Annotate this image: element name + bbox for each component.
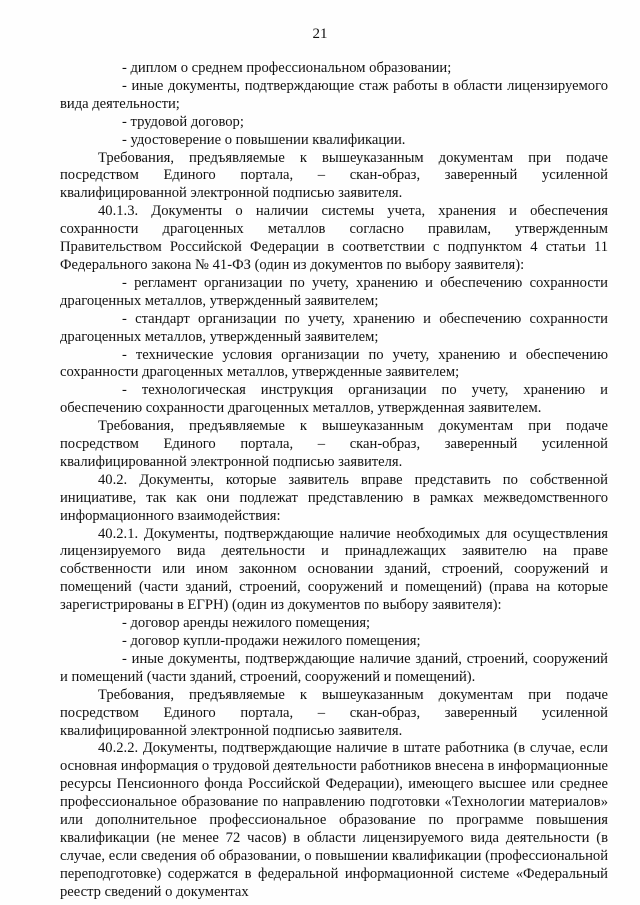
list-item: - технологическая инструкция организации по учету, хранению и обеспечению сохранности драгоценных металлов, утвержденная заявителем. xyxy=(60,382,608,417)
list-item: - технические условия организации по учету, хранению и обеспечению сохранности драгоценных металлов, утвержденные заявителем; xyxy=(60,346,608,381)
list-item: - иные документы, подтверждающие стаж работы в области лицензируемого вида деятельности; xyxy=(60,77,608,112)
document-body xyxy=(60,60,608,902)
list-item: - диплом о среднем профессиональном образовании; xyxy=(122,60,452,76)
paragraph: 40.2.2. Документы, подтверждающие наличие в штате работника (в случае, если основная информация о трудовой деятельности работников внесена в информационные ресурсы Пенсионного фонда Российской Федерации), имеющего высшее или среднее профессиональное образование по направлению подготовки «Технологии материалов» или дополнительное профессиональное образование по программе повышения квалификации (не менее 72 часов) в области лицензируемого вида деятельности (в случае, если сведения об образовании, о повышении квалификации (профессиональной переподготовке) содержатся в федеральной информационной системе «Федеральный реестр сведений о документах xyxy=(60,740,608,900)
list-item: - договор купли-продажи нежилого помещения; xyxy=(122,633,421,649)
page-number: 21 xyxy=(312,26,328,42)
list-item: - трудовой договор; xyxy=(122,113,244,130)
paragraph: 40.2.1. Документы, подтверждающие наличие необходимых для осуществления лицензируемого вида деятельности и принадлежащих заявителю на праве собственности или ином законном основании зданий, строений, сооружений и помещений (части зданий, строений, сооружений и помещений) (права на которые зарегистрированы в ЕГРН) (один из документов по выбору заявителя): xyxy=(60,525,608,614)
paragraph: Требования, предъявляемые к вышеуказанным документам при подаче посредством Единого портала, – скан-образ, заверенный усиленной квалифицированной электронной подписью заявителя. xyxy=(60,686,608,739)
paragraph: Требования, предъявляемые к вышеуказанным документам при подаче посредством Единого портала, – скан-образ, заверенный усиленной квалифицированной электронной подписью заявителя. xyxy=(60,149,608,202)
paragraph: 40.1.3. Документы о наличии системы учета, хранения и обеспечения сохранности драгоценных металлов согласно правилам, утвержденным Правительством Российской Федерации в соответствии с подпунктом 4 статьи 11 Федерального закона № 41-ФЗ (один из документов по выбору заявителя): xyxy=(60,203,608,273)
list-item: - удостоверение о повышении квалификации. xyxy=(122,131,406,148)
list-item: - регламент организации по учету, хранению и обеспечению сохранности драгоценных металлов, утвержденный заявителем; xyxy=(60,274,608,309)
paragraph: Требования, предъявляемые к вышеуказанным документам при подаче посредством Единого портала, – скан-образ, заверенный усиленной квалифицированной электронной подписью заявителя. xyxy=(60,418,608,470)
list-item: - стандарт организации по учету, хранению и обеспечению сохранности драгоценных металлов, утвержденный заявителем; xyxy=(60,310,608,345)
list-item: - иные документы, подтверждающие наличие зданий, строений, сооружений и помещений (части зданий, строений, сооружений и помещений). xyxy=(60,650,608,685)
paragraph: 40.2. Документы, которые заявитель вправе представить по собственной инициативе, так как они подлежат представлению в рамках межведомственного информационного взаимодействия: xyxy=(60,471,608,524)
list-item: - договор аренды нежилого помещения; xyxy=(122,615,371,632)
